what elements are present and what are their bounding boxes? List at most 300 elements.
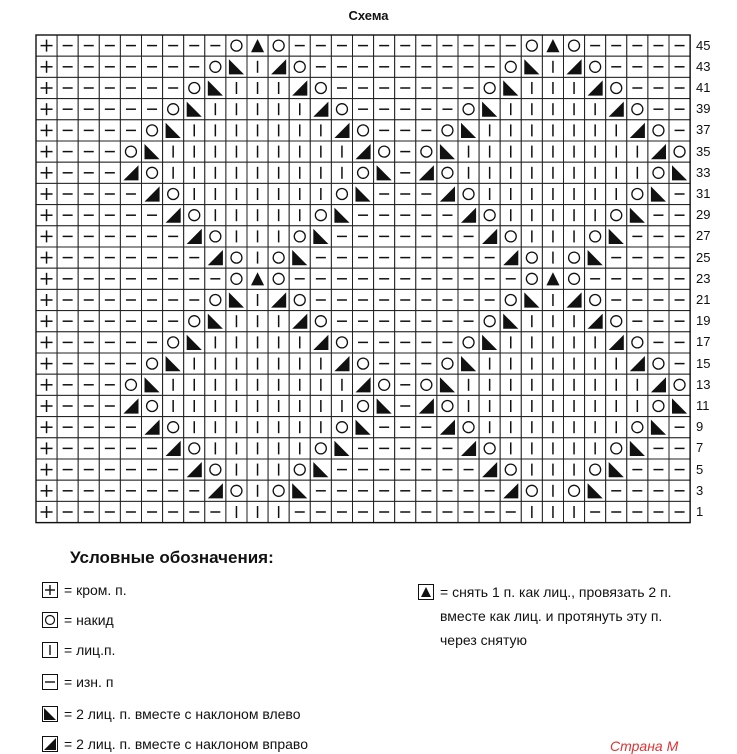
k2tog-right-cell	[268, 289, 289, 310]
yarn-over-cell	[437, 162, 458, 183]
k2tog-left-cell	[353, 183, 374, 204]
edge-stitch-cell	[36, 395, 57, 416]
k2tog-right-cell	[310, 332, 331, 353]
purl-cell	[57, 56, 78, 77]
knit-cell	[247, 289, 268, 310]
purl-cell	[78, 332, 99, 353]
knit-cell	[226, 99, 247, 120]
k2tog-right-cell	[268, 56, 289, 77]
purl-cell	[585, 501, 606, 522]
legend-item-purl	[42, 674, 113, 690]
yarn-over-cell	[500, 459, 521, 480]
row-number: 33	[696, 164, 711, 180]
knit-cell	[585, 120, 606, 141]
purl-cell	[648, 99, 669, 120]
purl-cell	[374, 438, 395, 459]
knit-cell	[500, 183, 521, 204]
knit-cell	[226, 311, 247, 332]
yarn-over-cell	[564, 247, 585, 268]
purl-cell	[395, 438, 416, 459]
purl-cell	[627, 56, 648, 77]
watermark: Страна М	[610, 738, 679, 754]
purl-cell	[669, 99, 690, 120]
yarn-over-cell	[268, 247, 289, 268]
purl-cell	[416, 332, 437, 353]
purl-cell	[99, 226, 120, 247]
k2tog-right-cell	[310, 99, 331, 120]
purl-cell	[437, 77, 458, 98]
k2tog-left-cell	[648, 183, 669, 204]
knit-cell	[205, 99, 226, 120]
purl-cell	[78, 183, 99, 204]
knit-cell	[458, 162, 479, 183]
yarn-over-cell	[289, 459, 310, 480]
purl-cell	[353, 480, 374, 501]
yarn-over-cell	[500, 56, 521, 77]
purl-cell	[416, 480, 437, 501]
knit-cell	[184, 374, 205, 395]
sk2p-cell	[542, 268, 563, 289]
knit-cell	[289, 438, 310, 459]
knit-cell	[606, 162, 627, 183]
knit-cell	[521, 311, 542, 332]
purl-cell	[437, 289, 458, 310]
knit-cell	[542, 501, 563, 522]
purl-cell	[163, 459, 184, 480]
knit-cell	[542, 120, 563, 141]
triangle-icon	[418, 584, 434, 600]
knit-cell	[564, 162, 585, 183]
knit-cell	[247, 459, 268, 480]
purl-cell	[310, 289, 331, 310]
purl-cell	[331, 289, 352, 310]
purl-cell	[57, 247, 78, 268]
k2tog-right-cell	[331, 353, 352, 374]
knit-cell	[606, 120, 627, 141]
k2tog-right-cell	[163, 205, 184, 226]
purl-cell	[120, 56, 141, 77]
knit-cell	[585, 417, 606, 438]
knit-cell	[247, 162, 268, 183]
purl-cell	[163, 35, 184, 56]
k2tog-left-cell	[479, 332, 500, 353]
k2tog-right-cell	[500, 480, 521, 501]
legend-item-k2tog-left	[42, 706, 300, 722]
knit-cell	[542, 353, 563, 374]
k2tog-left-cell	[331, 205, 352, 226]
yarn-over-cell	[416, 374, 437, 395]
purl-cell	[395, 374, 416, 395]
purl-cell	[205, 268, 226, 289]
row-number: 39	[696, 101, 711, 117]
knit-cell	[289, 183, 310, 204]
k2tog-left-cell	[606, 459, 627, 480]
purl-cell	[99, 417, 120, 438]
purl-cell	[479, 247, 500, 268]
purl-cell	[184, 480, 205, 501]
purl-cell	[627, 289, 648, 310]
purl-cell	[142, 459, 163, 480]
yarn-over-cell	[268, 35, 289, 56]
knit-cell	[268, 99, 289, 120]
yarn-over-cell	[226, 268, 247, 289]
knit-cell	[226, 205, 247, 226]
k2tog-left-cell	[289, 480, 310, 501]
purl-cell	[395, 417, 416, 438]
knit-cell	[247, 77, 268, 98]
purl-cell	[627, 35, 648, 56]
edge-stitch-cell	[36, 35, 57, 56]
k2tog-right-cell	[500, 247, 521, 268]
knit-cell	[268, 183, 289, 204]
knit-cell	[226, 332, 247, 353]
k2tog-left-cell	[437, 374, 458, 395]
purl-cell	[648, 480, 669, 501]
knit-cell	[205, 332, 226, 353]
k2tog-right-cell	[479, 226, 500, 247]
k2tog-right-cell	[437, 183, 458, 204]
knit-cell	[268, 438, 289, 459]
purl-cell	[99, 311, 120, 332]
purl-cell	[416, 120, 437, 141]
knit-cell	[521, 395, 542, 416]
knit-cell	[310, 353, 331, 374]
purl-cell	[606, 56, 627, 77]
purl-cell	[669, 183, 690, 204]
knit-cell	[564, 438, 585, 459]
purl-cell	[163, 77, 184, 98]
yarn-over-cell	[142, 162, 163, 183]
purl-cell	[437, 268, 458, 289]
plus-icon	[42, 582, 58, 598]
purl-cell	[353, 56, 374, 77]
yarn-over-cell	[585, 459, 606, 480]
knit-cell	[542, 459, 563, 480]
purl-cell	[120, 311, 141, 332]
yarn-over-cell	[310, 77, 331, 98]
yarn-over-cell	[353, 162, 374, 183]
edge-stitch-cell	[36, 459, 57, 480]
purl-cell	[416, 311, 437, 332]
purl-cell	[395, 205, 416, 226]
knit-cell	[606, 374, 627, 395]
yarn-over-cell	[500, 226, 521, 247]
knit-cell	[542, 417, 563, 438]
purl-cell	[142, 77, 163, 98]
purl-cell	[353, 332, 374, 353]
knit-cell	[521, 183, 542, 204]
knit-cell	[268, 374, 289, 395]
edge-stitch-cell	[36, 205, 57, 226]
purl-cell	[648, 501, 669, 522]
edge-stitch-cell	[36, 374, 57, 395]
purl-cell	[395, 183, 416, 204]
purl-cell	[669, 268, 690, 289]
purl-cell	[648, 77, 669, 98]
yarn-over-cell	[142, 120, 163, 141]
knit-cell	[521, 226, 542, 247]
purl-cell	[163, 268, 184, 289]
purl-cell	[184, 247, 205, 268]
edge-stitch-cell	[36, 141, 57, 162]
k2tog-right-cell	[353, 141, 374, 162]
knit-cell	[226, 501, 247, 522]
knit-cell	[247, 141, 268, 162]
knit-cell	[500, 353, 521, 374]
purl-cell	[648, 247, 669, 268]
knit-cell	[247, 395, 268, 416]
knit-cell	[627, 374, 648, 395]
k2tog-right-cell	[627, 353, 648, 374]
yarn-over-cell	[648, 162, 669, 183]
purl-cell	[78, 501, 99, 522]
knit-cell	[289, 332, 310, 353]
purl-cell	[416, 77, 437, 98]
purl-cell	[331, 247, 352, 268]
yarn-over-cell	[627, 183, 648, 204]
purl-cell	[163, 501, 184, 522]
knit-cell	[606, 183, 627, 204]
knit-cell	[247, 501, 268, 522]
purl-cell	[78, 289, 99, 310]
purl-cell	[57, 501, 78, 522]
knit-cell	[564, 183, 585, 204]
knit-cell	[205, 141, 226, 162]
yarn-over-cell	[458, 417, 479, 438]
purl-cell	[331, 226, 352, 247]
k2tog-left-cell	[648, 417, 669, 438]
purl-cell	[78, 438, 99, 459]
purl-cell	[99, 77, 120, 98]
purl-cell	[78, 162, 99, 183]
purl-cell	[142, 289, 163, 310]
purl-cell	[99, 374, 120, 395]
knit-cell	[310, 141, 331, 162]
purl-cell	[395, 332, 416, 353]
purl-cell	[353, 99, 374, 120]
purl-cell	[163, 289, 184, 310]
knit-cell	[585, 162, 606, 183]
purl-cell	[395, 99, 416, 120]
purl-cell	[120, 183, 141, 204]
knit-cell	[268, 501, 289, 522]
knit-cell	[205, 417, 226, 438]
purl-cell	[163, 226, 184, 247]
k2tog-right-cell	[120, 162, 141, 183]
purl-cell	[289, 501, 310, 522]
knit-cell	[226, 226, 247, 247]
purl-cell	[163, 56, 184, 77]
k2tog-right-cell	[184, 226, 205, 247]
purl-cell	[99, 56, 120, 77]
purl-cell	[57, 438, 78, 459]
k2tog-left-cell	[669, 162, 690, 183]
yarn-over-cell	[585, 289, 606, 310]
k2tog-left-cell	[521, 56, 542, 77]
knit-cell	[585, 183, 606, 204]
purl-cell	[57, 480, 78, 501]
knit-cell	[184, 162, 205, 183]
purl-cell	[669, 311, 690, 332]
purl-cell	[57, 311, 78, 332]
k2tog-right-cell	[289, 311, 310, 332]
knit-cell	[247, 120, 268, 141]
purl-cell	[416, 438, 437, 459]
yarn-over-cell	[331, 183, 352, 204]
yarn-over-cell	[120, 374, 141, 395]
purl-cell	[78, 268, 99, 289]
purl-cell	[142, 332, 163, 353]
purl-cell	[289, 35, 310, 56]
purl-cell	[585, 35, 606, 56]
legend-line: через снятую	[440, 632, 528, 648]
knit-cell	[226, 162, 247, 183]
purl-cell	[99, 99, 120, 120]
edge-stitch-cell	[36, 332, 57, 353]
purl-cell	[416, 205, 437, 226]
yarn-over-cell	[205, 226, 226, 247]
purl-cell	[395, 289, 416, 310]
yarn-over-cell	[479, 205, 500, 226]
purl-cell	[627, 459, 648, 480]
purl-cell	[395, 77, 416, 98]
yarn-over-cell	[184, 77, 205, 98]
knit-cell	[268, 120, 289, 141]
purl-cell	[500, 35, 521, 56]
purl-cell	[184, 35, 205, 56]
k2tog-left-cell	[500, 311, 521, 332]
yarn-over-cell	[289, 226, 310, 247]
k2tog-right-cell	[416, 162, 437, 183]
knit-cell	[205, 205, 226, 226]
legend-item-edge-stitch	[42, 582, 127, 598]
knit-cell	[184, 141, 205, 162]
purl-cell	[310, 35, 331, 56]
purl-cell	[669, 417, 690, 438]
k2tog-right-cell	[585, 311, 606, 332]
k2tog-right-cell	[458, 438, 479, 459]
k2tog-right-cell	[627, 120, 648, 141]
purl-cell	[57, 141, 78, 162]
purl-cell	[374, 501, 395, 522]
purl-cell	[57, 35, 78, 56]
purl-cell	[142, 268, 163, 289]
yarn-over-cell	[374, 374, 395, 395]
yarn-over-cell	[437, 353, 458, 374]
yarn-over-cell	[184, 205, 205, 226]
knit-cell	[500, 120, 521, 141]
yarn-over-cell	[669, 141, 690, 162]
row-number: 31	[696, 186, 711, 201]
knit-cell	[521, 353, 542, 374]
yarn-over-cell	[268, 268, 289, 289]
purl-cell	[78, 120, 99, 141]
knit-cell	[163, 374, 184, 395]
yarn-over-cell	[416, 141, 437, 162]
knit-cell	[331, 395, 352, 416]
purl-cell	[99, 459, 120, 480]
knit-cell	[289, 353, 310, 374]
purl-cell	[120, 289, 141, 310]
purl-cell	[479, 289, 500, 310]
purl-cell	[416, 226, 437, 247]
knit-cell	[542, 141, 563, 162]
purl-cell	[310, 480, 331, 501]
purl-cell	[99, 120, 120, 141]
purl-cell	[57, 459, 78, 480]
edge-stitch-cell	[36, 162, 57, 183]
purl-cell	[331, 268, 352, 289]
knit-cell	[606, 395, 627, 416]
purl-cell	[78, 480, 99, 501]
purl-cell	[437, 459, 458, 480]
knit-cell	[331, 374, 352, 395]
legend-item-label: = лиц.п.	[64, 642, 116, 658]
yarn-over-cell	[163, 183, 184, 204]
purl-cell	[437, 56, 458, 77]
row-number: 17	[696, 334, 711, 350]
purl-cell	[374, 226, 395, 247]
knit-cell	[268, 332, 289, 353]
purl-cell	[78, 99, 99, 120]
knit-cell	[310, 417, 331, 438]
purl-cell	[458, 311, 479, 332]
knit-cell	[521, 205, 542, 226]
knit-cell	[289, 417, 310, 438]
knit-cell	[585, 374, 606, 395]
purl-cell	[437, 438, 458, 459]
knit-cell	[500, 417, 521, 438]
edge-stitch-cell	[36, 247, 57, 268]
k2tog-right-cell	[585, 77, 606, 98]
yarn-over-cell	[606, 438, 627, 459]
legend-item-label: = изн. п	[64, 674, 114, 690]
yarn-over-cell	[353, 353, 374, 374]
k2tog-left-cell	[205, 77, 226, 98]
purl-cell	[205, 501, 226, 522]
edge-stitch-cell	[36, 77, 57, 98]
knit-cell	[542, 56, 563, 77]
yarn-over-cell	[163, 99, 184, 120]
k2tog-left-cell	[627, 438, 648, 459]
knit-cell	[226, 459, 247, 480]
knit-cell	[331, 141, 352, 162]
purl-cell	[458, 77, 479, 98]
yarn-over-cell	[310, 438, 331, 459]
purl-cell	[353, 77, 374, 98]
purl-cell	[163, 480, 184, 501]
purl-cell	[78, 459, 99, 480]
purl-cell	[416, 501, 437, 522]
knit-cell	[500, 162, 521, 183]
purl-cell	[142, 56, 163, 77]
legend-item-yarn-over	[42, 612, 114, 628]
knit-cell	[268, 162, 289, 183]
knit-cell	[289, 374, 310, 395]
knit-cell	[542, 226, 563, 247]
purl-cell	[78, 353, 99, 374]
purl-cell	[479, 268, 500, 289]
purl-cell	[437, 99, 458, 120]
purl-cell	[57, 162, 78, 183]
row-number: 7	[696, 440, 704, 456]
yarn-over-cell	[564, 480, 585, 501]
yarn-over-cell	[521, 480, 542, 501]
purl-cell	[395, 480, 416, 501]
k2tog-left-cell	[585, 480, 606, 501]
row-number: 15	[696, 355, 711, 371]
purl-cell	[120, 480, 141, 501]
